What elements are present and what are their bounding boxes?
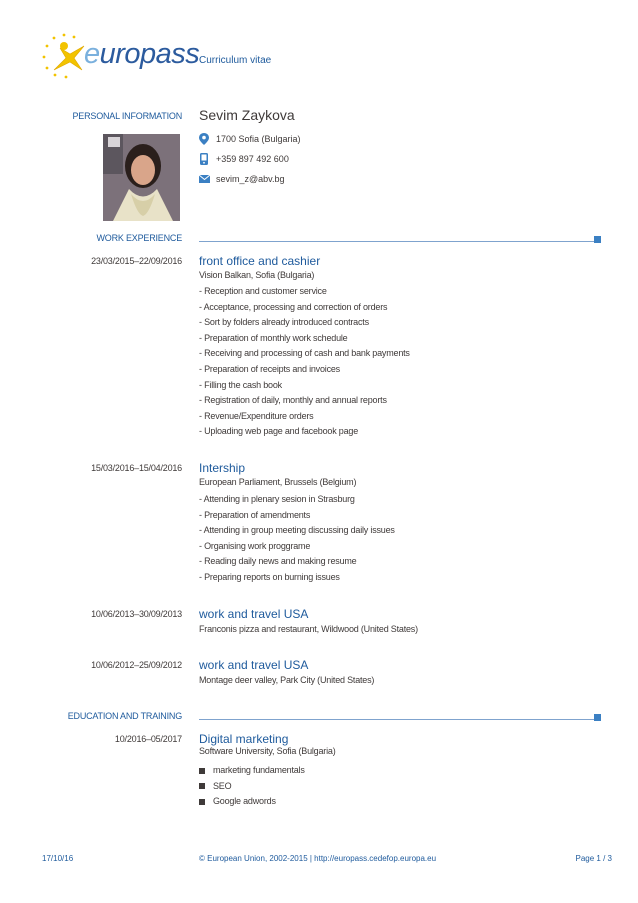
document-title: Curriculum vitae — [199, 55, 272, 66]
section-label-work: WORK EXPERIENCE — [96, 233, 182, 243]
education-entry-title: Digital marketing — [199, 732, 289, 746]
work-entry-title: Intership — [199, 461, 246, 475]
profile-photo — [103, 134, 180, 221]
section-label-education: EDUCATION AND TRAINING — [67, 711, 182, 721]
task-item: - Reading daily news and making resume — [199, 556, 357, 567]
list-item — [199, 779, 305, 795]
footer-copyright-link[interactable]: © European Union, 2002-2015 | http://europass.cedefop.europa.eu — [199, 854, 437, 863]
work-entry-employer: Franconis pizza and restaurant, Wildwood (United States) — [199, 624, 418, 634]
work-entry-title: front office and cashier — [199, 254, 321, 268]
work-entry-dates: 10/06/2012–25/09/2012 — [91, 660, 182, 670]
work-entry-dates: 23/03/2015–22/09/2016 — [91, 256, 182, 266]
section-divider-work — [199, 241, 596, 242]
logo-wordmark: uropass — [99, 38, 200, 70]
work-entry-title: work and travel USA — [199, 607, 309, 621]
square-bullet-icon — [199, 783, 205, 789]
task-item: - Preparation of receipts and invoices — [199, 363, 340, 374]
work-entry-title: work and travel USA — [199, 658, 309, 672]
work-entry-dates: 15/03/2016–15/04/2016 — [91, 463, 182, 473]
work-entry-employer: Montage deer valley, Park City (United States) — [199, 675, 375, 685]
task-item: - Receiving and processing of cash and bank payments — [199, 348, 410, 359]
task-item: - Registration of daily, monthly and annual reports — [199, 395, 387, 406]
section-divider-end-marker — [594, 714, 601, 721]
list-item — [199, 763, 305, 779]
mobile-phone-icon — [200, 153, 208, 165]
location-pin-icon — [199, 133, 209, 145]
logo-e: e — [84, 38, 100, 70]
task-item: - Sort by folders already introduced contracts — [199, 317, 369, 328]
list-item-text: SEO — [213, 780, 232, 791]
section-divider-end-marker — [594, 236, 601, 243]
task-item: - Preparation of monthly work schedule — [199, 332, 348, 343]
list-item-text: Google adwords — [213, 796, 276, 807]
square-bullet-icon — [199, 799, 205, 805]
candidate-name: Sevim Zaykova — [199, 107, 295, 123]
email-link[interactable]: sevim_z@abv.bg — [216, 174, 285, 184]
task-item: - Attending in plenary sesion in Strasburg — [199, 494, 355, 504]
education-entry-items — [199, 763, 305, 810]
education-entry-institution: Software University, Sofia (Bulgaria) — [199, 746, 336, 756]
task-item: - Uploading web page and facebook page — [199, 426, 359, 437]
task-item: - Revenue/Expenditure orders — [199, 410, 314, 421]
work-entry-employer: European Parliament, Brussels (Belgium) — [199, 477, 357, 487]
work-entry-employer: Vision Balkan, Sofia (Bulgaria) — [199, 270, 315, 280]
task-item: - Attending in group meeting discussing daily issues — [199, 525, 395, 536]
education-entry-dates: 10/2016–05/2017 — [114, 734, 182, 744]
task-item: - Reception and customer service — [199, 286, 327, 296]
footer-date: 17/10/16 — [42, 854, 74, 863]
task-item: - Preparation of amendments — [199, 509, 311, 520]
section-label-personal: PERSONAL INFORMATION — [72, 111, 182, 121]
list-item-text: marketing fundamentals — [213, 765, 305, 775]
work-entry-dates: 10/06/2013–30/09/2013 — [91, 609, 182, 619]
footer-page-number: Page 1 / 3 — [575, 854, 612, 863]
task-item: - Preparing reports on burning issues — [199, 571, 340, 582]
task-item: - Organising work proggrame — [199, 540, 311, 551]
address-text: 1700 Sofia (Bulgaria) — [216, 134, 301, 144]
task-item: - Filling the cash book — [199, 379, 282, 390]
phone-text: +359 897 492 600 — [216, 154, 289, 164]
email-envelope-icon — [199, 175, 210, 183]
list-item — [199, 794, 305, 810]
work-entry-tasks — [199, 492, 395, 586]
europass-logo — [40, 32, 200, 82]
section-divider-education — [199, 719, 596, 720]
task-item: - Acceptance, processing and correction of orders — [199, 301, 388, 312]
square-bullet-icon — [199, 768, 205, 774]
work-entry-tasks — [199, 284, 410, 440]
